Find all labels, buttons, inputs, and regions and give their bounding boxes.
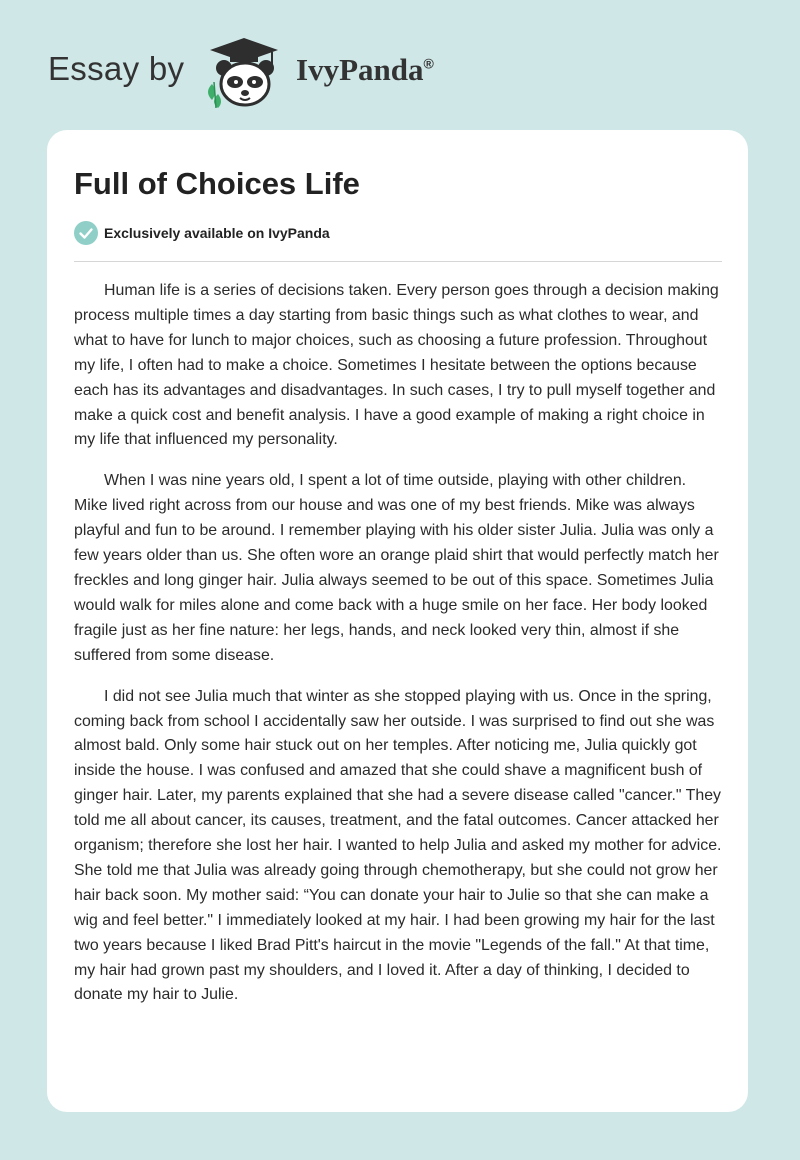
title-divider	[74, 261, 722, 262]
ivypanda-wordmark[interactable]: IvyPanda®	[296, 52, 434, 87]
exclusive-badge-label: Exclusively available on IvyPanda	[104, 225, 330, 241]
site-header	[48, 36, 748, 108]
essay-by-label: Essay by	[48, 50, 185, 87]
exclusive-badge	[74, 220, 722, 246]
check-circle-icon	[74, 221, 98, 245]
essay-paragraph: When I was nine years old, I spent a lot of time outside, playing with other children. Mike lived right across from our house and was one of my best friends. Mike was always playful and fun to be around. I remember playing with his older sister Julia. Julia was only a few years older than us. She often wore an orange plaid shirt that would perfectly match her freckles and long ginger hair. Julia always seemed to be out of this space. Sometimes Julia would walk for miles alone and come back with a huge smile on her face. Her body looked fragile just as her fine nature: her legs, hands, and neck looked very thin, almost if she suffered from some disease.	[74, 472, 719, 664]
panda-logo-icon[interactable]	[200, 36, 296, 108]
essay-title: Full of Choices Life	[74, 166, 360, 201]
essay-card	[47, 130, 748, 1112]
essay-paragraph: I did not see Julia much that winter as she stopped playing with us. Once in the spring, coming back from school I accidentally saw her outside. I was surprised to find out she was almost bald. Only some hair stuck out on her temples. After noticing me, Julia quickly got inside the house. I was confused and amazed that she could shave a magnificent bush of ginger hair. Later, my parents explained that she had a severe disease called "cancer." They told me all about cancer, its causes, treatment, and the fatal outcomes. Cancer attacked her organism; therefore she lost her hair. I wanted to help Julia and asked my mother for advice. She told me that Julia was already going through chemotherapy, but she could not grow her hair back soon. My mother said: “You can donate your hair to Julie so that she can make a wig and feel better." I immediately looked at my hair. I had been growing my hair for the last two years because I liked Brad Pitt's haircut in the movie "Legends of the fall." At that time, my hair had grown past my shoulders, and I loved it. After a day of thinking, I decided to donate my hair to Julie.	[74, 687, 722, 1004]
essay-paragraph: Human life is a series of decisions taken. Every person goes through a decision making process multiple times a day starting from basic things such as what clothes to wear, and what to have for lunch to major choices, such as choosing a future profession. Throughout my life, I often had to make a choice. Sometimes I hesitate between the options because each has its advantages and disadvantages. In such cases, I try to pull myself together and make a quick cost and benefit analysis. I have a good example of making a right choice in my life that influenced my personality.	[74, 282, 719, 449]
